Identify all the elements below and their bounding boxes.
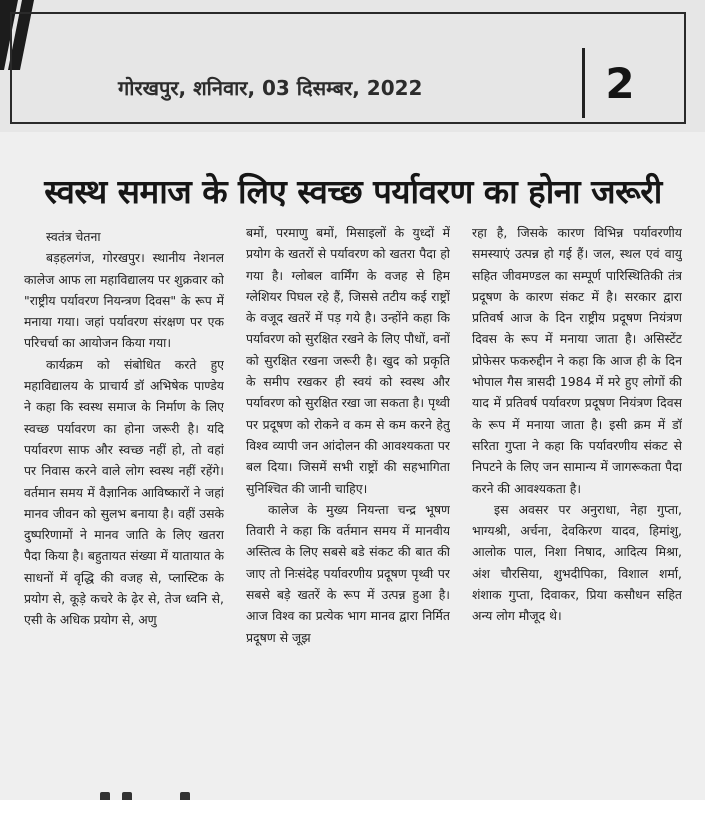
paragraph: इस अवसर पर अनुराधा, नेहा गुप्ता, भाग्यश्री, अर्चना, देवकिरण यादव, हिमांशु, आलोक पाल, निशा निषाद, आदित्य मिश्रा, अंश चौरसिया, शुभदीपिका, विशाल शर्मा, शंशाक गुप्ता, दिवाकर, प्रिया कसौधन सहित अन्य लोग मौजूद थे। [472, 501, 682, 624]
page-number-box [582, 48, 655, 118]
article-column-2 [246, 222, 450, 792]
paragraph: बमों, परमाणु बमों, मिसाइलों के युध्दों में प्रयोग के खतरों से पर्यावरण को खतरा पैदा हो गया है। ग्लोबल वार्मिंग के वजह से हिम ग्लेशियर पिघल रहे हैं, जिससे तटीय कई राष्ट्रों के वजूद खतरें में पड़ गये है। उन्होंने कहा कि पर्यावरण को सुरक्षित रखने के लिए पौधों, वनों को सुरक्षित रखना जरूरी है। खुद को प्रकृति के समीप रखकर ही स्वयं को स्वस्थ और पर्यावरण को सुरक्षित रखा जा सकता है। पृथ्वी पर प्रदूषण को रोकने व कम से कम करने हेतु विश्व व्यापी जन आंदोलन की आवश्यकता पर बल दिया। जिसमें सभी राष्ट्रों की सहभागिता सुनिश्चित की जानी चाहिए। [246, 225, 450, 496]
paragraph: कालेज के मुख्य नियन्ता चन्द्र भूषण तिवारी ने कहा कि वर्तमान समय में मानवीय अस्तित्व के लिए सबसे बडे संकट की बात की जाए तो निःसंदेह पर्यावरणीय प्रदूषण पृथ्वी पर सबसे बड़े खतरें के रूप में उत्पन्न हुआ है। आज विश्व का प्रत्येक भाग मानव द्वारा निर्मित प्रदूषण से जूझ [246, 501, 450, 645]
paragraph: कार्यक्रम को संबोधित करते हुए महाविद्यालय के प्राचार्य डॉ अभिषेक पाण्डेय ने कहा कि स्वस्थ समाज के निर्माण के लिए स्वच्छ पर्यावरण का होना जरूरी है। यदि पर्यावरण साफ और स्वच्छ नहीं हो, तो वहां पर निवास करने वाले लोग स्वस्थ नहीं रहेंगे। वर्तमान समय में वैज्ञानिक आविष्कारों ने जहां मानव जीवन को सुलभ बनाया है। वहीं उसके दुष्परिणामों ने मानव जाति के लिए खतरा पैदा किया है। बहुतायत संख्या में यातायात के साधनों में वृद्धि की वजह से, प्लास्टिक के प्रयोग से, कूड़े कचरे के ढ़ेर से, तेज ध्वनि से, एसी के अधिक प्रयोग से, अणु [24, 356, 224, 628]
article-column-1 [24, 226, 224, 796]
dateline: गोरखपुर, शनिवार, 03 दिसम्बर, 2022 [118, 76, 423, 100]
paragraph: बड़हलगंज, गोरखपुर। स्थानीय नेशनल कालेज आफ ला महाविद्यालय पर शुक्रवार को "राष्ट्रीय पर्यावरण नियन्त्रण दिवस" के रूप में मनाया गया। जहां पर्यावरण संरक्षण पर एक परिचर्चा का आयोजन किया गया। [24, 250, 224, 351]
next-article-top-edge [60, 792, 660, 802]
article-headline: स्वस्थ समाज के लिए स्वच्छ पर्यावरण का होना जरूरी [44, 172, 662, 211]
article-column-3 [472, 222, 682, 792]
page-number: 2 [605, 58, 635, 108]
byline: स्वतंत्र चेतना [46, 229, 101, 244]
paragraph: रहा है, जिसके कारण विभिन्न पर्यावरणीय समस्याएं उत्पन्न हो गई हैं। जल, स्थल एवं वायु सहित जीवमण्डल का सम्पूर्ण पारिस्थितिकी तंत्र प्रदूषण के कारण संकट में है। सरकार द्वारा प्रतिवर्ष आज के दिन राष्ट्रीय प्रदूषण नियंत्रण दिवस के रूप में मनाया जाता है। असिस्टेंट प्रोफेसर फकरुद्दीन ने कहा कि आज ही के दिन भोपाल गैस त्रासदी 1984 में मरे हुए लोगों की याद में प्रतिवर्ष पर्यावरण प्रदूषण नियंत्रण दिवस के रूप में मनाया जाता है। इसी क्रम में डॉ सरिता गुप्ता ने कहा कि पर्यावरणीय संकट से निपटने के लिए जन सामान्य में जागरूकता पैदा करने की आवश्यकता है। [472, 225, 682, 496]
